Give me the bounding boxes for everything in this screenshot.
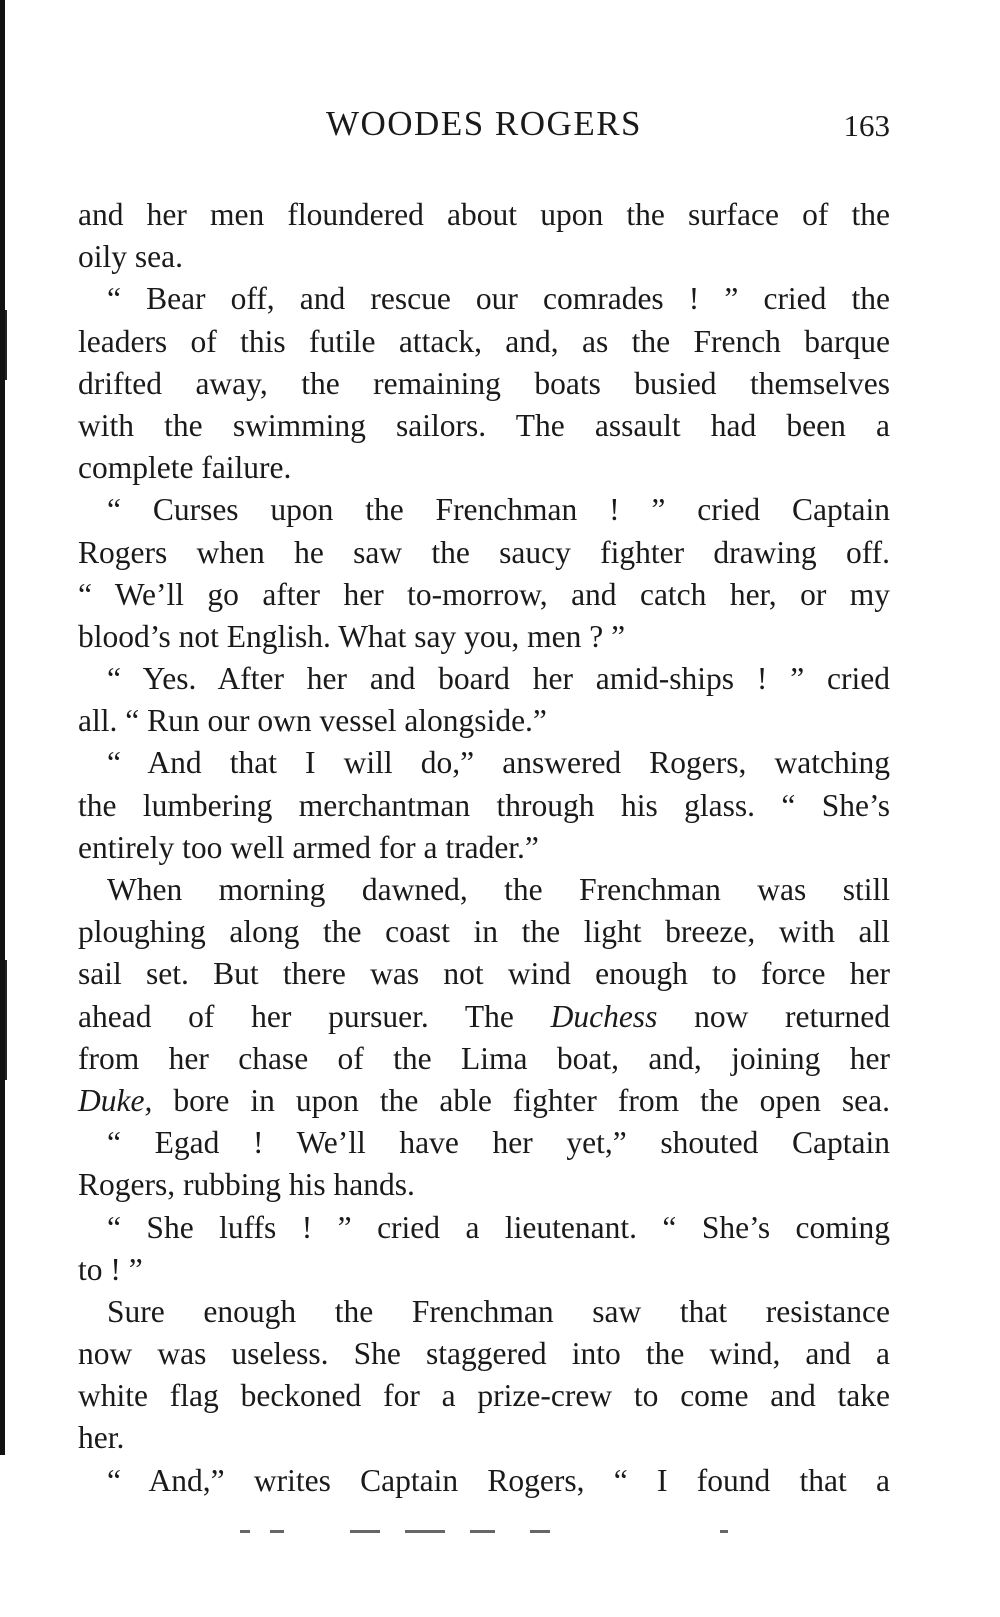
text-line: “ And that I will do,” answered Rogers, watching (107, 745, 890, 781)
text-line: Rogers when he saw the saucy fighter drawing off. (78, 534, 890, 570)
text-segment: bore in upon the able fighter from the open sea. (152, 1082, 890, 1118)
scan-edge-mark (5, 960, 7, 1080)
text-line: from her chase of the Lima boat, and, joining her (78, 1040, 890, 1076)
text-line (78, 996, 890, 1038)
text-line: “ Curses upon the Frenchman ! ” cried Captain (107, 492, 890, 528)
text-line: Sure enough the Frenchman saw that resistance (107, 1293, 890, 1329)
running-head (78, 104, 890, 154)
text-line: white flag beckoned for a prize-crew to come and take (78, 1378, 890, 1414)
cut-off-text-fragments (230, 1530, 750, 1536)
text-line: Rogers, rubbing his hands. (78, 1167, 415, 1203)
text-line: “ And,” writes Captain Rogers, “ I found that a (107, 1462, 890, 1498)
text-line: her. (78, 1420, 125, 1456)
text-line: to ! ” (78, 1251, 143, 1287)
text-line: “ Bear off, and rescue our comrades ! ” cried the (107, 281, 890, 317)
text-line: the lumbering merchantman through his glass. “ She’s (78, 787, 890, 823)
running-title: WOODES ROGERS (325, 104, 643, 143)
text-line: drifted away, the remaining boats busied themselves (78, 365, 890, 401)
text-line: “ We’ll go after her to-morrow, and catch her, or my (78, 576, 890, 612)
text-line: entirely too well armed for a trader.” (78, 829, 539, 865)
text-line: When morning dawned, the Frenchman was still (107, 872, 890, 907)
ship-name-italic: Duke, (78, 1082, 153, 1118)
ship-name-italic: Duchess (550, 998, 658, 1034)
page-number: 163 (843, 108, 890, 143)
text-line: ploughing along the coast in the light breeze, with all (78, 914, 890, 950)
text-line: blood’s not English. What say you, men ? ” (78, 618, 626, 654)
text-line (78, 1080, 890, 1122)
text-line: leaders of this futile attack, and, as the French barque (78, 323, 890, 359)
text-line: and her men floundered about upon the surface of the (78, 197, 890, 232)
text-line: sail set. But there was not wind enough to force her (78, 956, 890, 992)
text-line: oily sea. (78, 239, 183, 275)
text-segment: now returned (657, 998, 890, 1034)
body-text (78, 194, 890, 1502)
text-line: “ She luffs ! ” cried a lieutenant. “ She’s coming (107, 1209, 890, 1245)
text-line: “ Yes. After her and board her amid-ships ! ” cried (107, 661, 890, 697)
text-line: with the swimming sailors. The assault had been a (78, 407, 890, 443)
text-line: all. “ Run our own vessel alongside.” (78, 703, 547, 739)
text-segment: ahead of her pursuer. The (78, 998, 551, 1034)
text-line: now was useless. She staggered into the wind, and a (78, 1336, 890, 1372)
scan-edge (0, 0, 5, 1455)
scan-edge-mark (5, 310, 7, 380)
text-line: “ Egad ! We’ll have her yet,” shouted Captain (107, 1125, 890, 1161)
text-line: complete failure. (78, 450, 292, 486)
